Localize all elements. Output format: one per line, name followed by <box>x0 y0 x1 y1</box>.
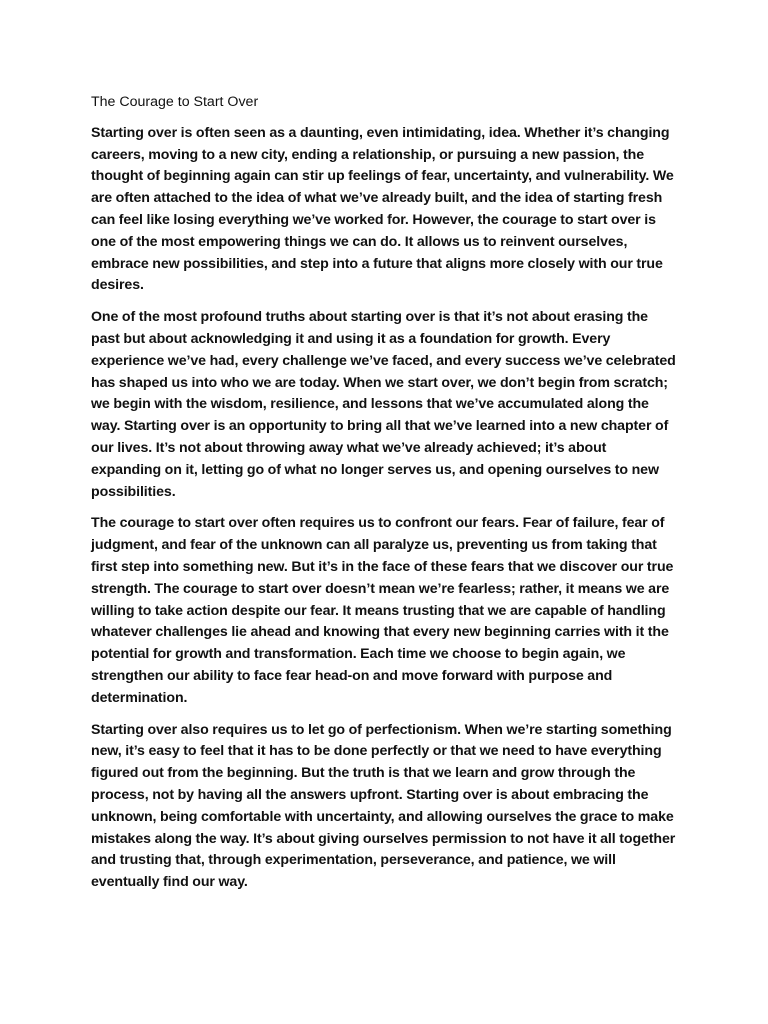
document-title: The Courage to Start Over <box>91 94 259 110</box>
paragraph-1: Starting over is often seen as a daunting, even intimidating, idea. Whether it’s changing careers, moving to a new city, ending a relationship, or pursuing a new passion, the thought of beginning again can stir up feelings of fear, uncertainty, and vulnerability. We are often attached to the idea of what we’ve already built, and the idea of starting fresh can feel like losing everything we’ve worked for. However, the courage to start over is one of the most empowering things we can do. It allows us to reinvent ourselves, embrace new possibilities, and step into a future that aligns more closely with our true desires. <box>91 124 674 294</box>
paragraph-4: Starting over also requires us to let go of perfectionism. When we’re starting something new, it’s easy to feel that it has to be done perfectly or that we need to have everything figured out from the beginning. But the truth is that we learn and grow through the process, not by having all the answers upfront. Starting over is about embracing the unknown, being comfortable with uncertainty, and allowing ourselves the grace to make mistakes along the way. It’s about giving ourselves permission to not have it all together and trusting that, through experimentation, perseverance, and patience, we will eventually find our way. <box>91 721 676 891</box>
paragraph-3: The courage to start over often requires us to confront our fears. Fear of failure, fear of judgment, and fear of the unknown can all paralyze us, preventing us from taking that first step into something new. But it’s in the face of these fears that we discover our true strength. The courage to start over doesn’t mean we’re fearless; rather, it means we are willing to take action despite our fear. It means trusting that we are capable of handling whatever challenges lie ahead and knowing that every new beginning carries with it the potential for growth and transformation. Each time we choose to begin again, we strengthen our ability to face fear head-on and move forward with purpose and determination. <box>91 515 674 706</box>
paragraph-2: One of the most profound truths about starting over is that it’s not about erasing the past but about acknowledging it and using it as a foundation for growth. Every experience we’ve had, every challenge we’ve faced, and every success we’ve celebrated has shaped us into who we are today. When we start over, we don’t begin from scratch; we begin with the wisdom, resilience, and lessons that we’ve accumulated along the way. Starting over is an opportunity to bring all that we’ve learned into a new chapter of our lives. It’s not about throwing away what we’ve already achieved; it’s about expanding on it, letting go of what no longer serves us, and opening ourselves to new possibilities. <box>91 309 676 500</box>
document-body <box>91 92 679 904</box>
